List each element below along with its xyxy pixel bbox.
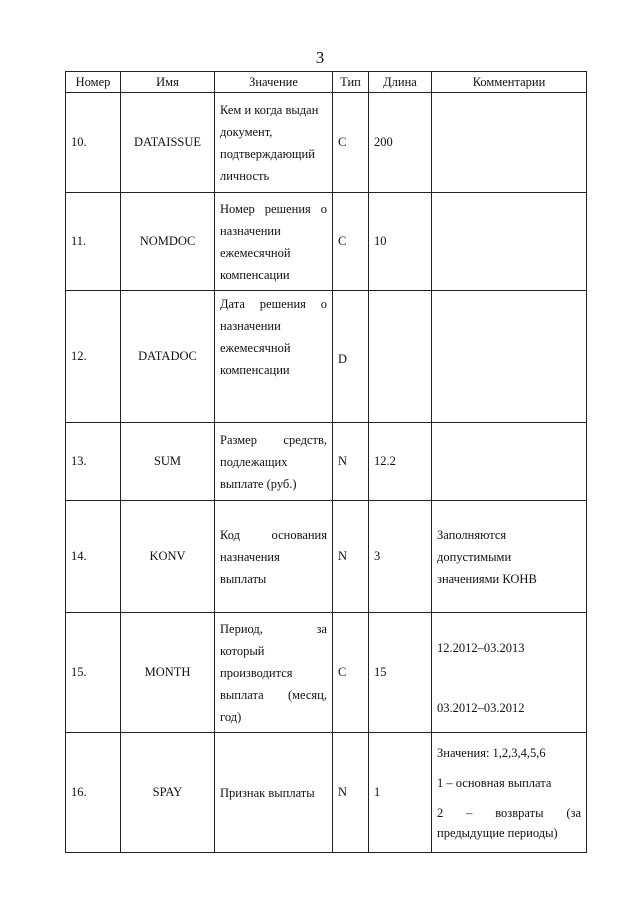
header-name: Имя [121,72,215,93]
table-row [66,501,587,613]
row-comment [432,733,587,853]
row-length: 1 [369,733,432,853]
value-line: личность [220,168,270,183]
value-line: Период, за [220,621,327,636]
value-line: компенсации [220,363,290,377]
value-line: Код основания [220,527,327,542]
row-comment [432,193,587,291]
row-type: D [333,291,369,423]
comment-line: предыдущие периоды) [437,825,558,840]
value-line: выплате (руб.) [220,476,297,491]
header-value: Значение [215,72,333,93]
comment-line: Значения: 1,2,3,4,5,6 [437,745,546,760]
table-row [66,193,587,291]
row-value [215,733,333,853]
row-number: 16. [66,733,121,853]
row-comment [432,291,587,423]
value-line: ежемесячной [220,341,291,355]
table-row [66,93,587,193]
row-length: 10 [369,193,432,291]
value-line: который [220,643,265,658]
value-line: выплаты [220,571,267,586]
row-number: 11. [66,193,121,291]
value-line: Номер решения о [220,201,327,216]
row-comment [432,93,587,193]
row-number: 12. [66,291,121,423]
value-line: подтверждающий [220,146,315,161]
table-row [66,291,587,423]
row-field-name: SPAY [121,733,215,853]
row-comment [432,501,587,613]
value-line: назначении [220,319,281,333]
table-row [66,613,587,733]
row-length [369,291,432,423]
comment-line: допустимыми [437,549,512,564]
value-line: Дата решения о [220,297,327,311]
header-comment: Комментарии [432,72,587,93]
value-line: назначения [220,549,280,564]
value-line: год) [220,709,242,724]
row-number: 10. [66,93,121,193]
row-value [215,193,333,291]
value-line: подлежащих [220,454,288,469]
comment-line: 12.2012–03.2013 [437,640,525,655]
row-number: 15. [66,613,121,733]
row-field-name: MONTH [121,613,215,733]
header-length: Длина [369,72,432,93]
row-length: 200 [369,93,432,193]
header-type: Тип [333,72,369,93]
value-line: назначении [220,223,281,238]
comment-line: 1 – основная выплата [437,775,552,790]
table-row [66,423,587,501]
table-header-row [66,72,587,93]
row-length: 12.2 [369,423,432,501]
row-type: C [333,93,369,193]
row-field-name: NOMDOC [121,193,215,291]
value-line: производится [220,665,293,680]
row-type: N [333,733,369,853]
row-field-name: DATADOC [121,291,215,423]
comment-line: значениями КОНВ [437,571,537,586]
row-type: N [333,501,369,613]
row-type: C [333,193,369,291]
value-line: Кем и когда выдан [220,102,319,117]
header-number: Номер [66,72,121,93]
row-comment [432,613,587,733]
row-number: 13. [66,423,121,501]
comment-line: Заполняются [437,527,507,542]
row-value [215,613,333,733]
row-number: 14. [66,501,121,613]
row-type: C [333,613,369,733]
value-line: Признак выплаты [220,785,315,800]
table-row [66,733,587,853]
row-length: 15 [369,613,432,733]
row-length: 3 [369,501,432,613]
page-number: 3 [315,48,325,67]
value-line: документ, [220,124,273,139]
row-comment [432,423,587,501]
value-line: компенсации [220,267,290,282]
value-line: Размер средств, [220,432,327,447]
row-value [215,501,333,613]
row-field-name: SUM [121,423,215,501]
value-line: ежемесячной [220,245,291,260]
row-field-name: DATAISSUE [121,93,215,193]
row-type: N [333,423,369,501]
comment-line: 03.2012–03.2012 [437,700,525,715]
field-spec-table [65,71,587,853]
row-field-name: KONV [121,501,215,613]
row-value [215,93,333,193]
value-line: выплата (месяц, [220,687,327,702]
comment-line: 2 – возвраты (за [437,805,581,820]
row-value [215,291,333,423]
row-value [215,423,333,501]
